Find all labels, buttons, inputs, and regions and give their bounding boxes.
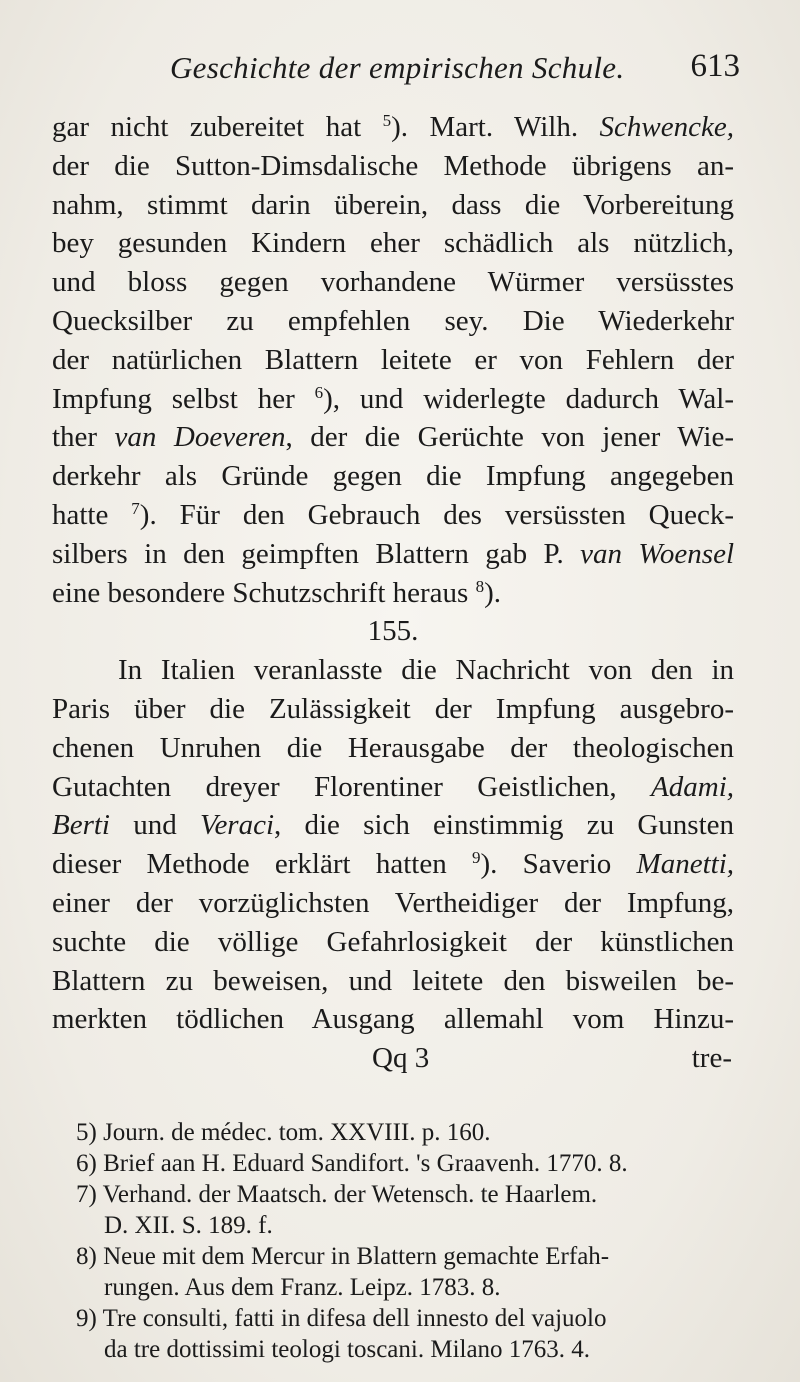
text-line: derkehr als Gründe gegen die Impfung angegeben [52, 460, 734, 493]
text-line: Impfung selbst her $^6$), und widerlegte dadurch Wal- [52, 382, 734, 415]
footnotes [76, 1117, 726, 1365]
text-line: suchte die völlige Gefahrlosigkeit der künstlichen [52, 925, 734, 958]
signature-mark: Qq 3 [372, 1042, 430, 1075]
main-text [52, 108, 734, 1078]
footnote: 6) Brief aan H. Eduard Sandifort. 's Graavenh. 1770. 8. [76, 1150, 628, 1177]
text-line: nahm, stimmt darin überein, dass die Vorbereitung [52, 188, 734, 221]
section-number: 155. [367, 615, 419, 648]
text-line: merkten tödlichen Ausgang allemahl vom Hinzu- [52, 1003, 734, 1036]
text-line: und bloss gegen vorhandene Würmer versüsstes [52, 266, 734, 299]
footnote: 9) Tre consulti, fatti in difesa dell innesto del vajuolo da tre dottissimi teologi toscani. Milano 1763. 4. [76, 1305, 607, 1363]
text-line: Paris über die Zulässigkeit der Impfung ausgebro- [52, 692, 734, 725]
text-line: Berti und Veraci, die sich einstimmig zu Gunsten [52, 809, 735, 842]
text-line: der natürlichen Blattern leitete er von Fehlern der [52, 343, 734, 376]
text-line: bey gesunden Kindern eher schädlich als nützlich, [52, 227, 734, 260]
page-foot-line [52, 1039, 734, 1078]
text-line: eine besondere Schutzschrift heraus $^8$). [52, 576, 501, 609]
text-line: ther van Doeveren, der die Gerüchte von jener Wie- [52, 421, 734, 454]
footnote: 7) Verhand. der Maatsch. der Wetensch. te Haarlem. D. XII. S. 189. f. [76, 1181, 598, 1239]
text-line: der die Sutton-Dimsdalische Methode übrigens an- [52, 149, 734, 182]
text-line: dieser Methode erklärt hatten $^9$). Saverio Manetti, [52, 848, 734, 881]
page-number: 613 [690, 48, 740, 84]
text-line: einer der vorzüglichsten Vertheidiger der Impfung, [52, 886, 734, 919]
text-line: Quecksilber zu empfehlen sey. Die Wiederkehr [52, 304, 734, 337]
text-line: Blattern zu beweisen, und leitete den bisweilen be- [52, 964, 734, 997]
text-line: chenen Unruhen die Herausgabe der theologischen [52, 731, 734, 764]
footnote: 5) Journ. de médec. tom. XXVIII. p. 160. [76, 1119, 491, 1146]
page-header [170, 48, 740, 98]
text-line: silbers in den geimpften Blattern gab P. van Woensel [52, 537, 734, 570]
text-line: In Italien veranlasste die Nachricht von den in [118, 654, 734, 687]
running-title: Geschichte der empirischen Schule. [170, 50, 625, 85]
catchword: tre- [691, 1042, 732, 1075]
footnote: 8) Neue mit dem Mercur in Blattern gemachte Erfah- rungen. Aus dem Franz. Leipz. 1783. 8. [76, 1243, 610, 1301]
text-line: hatte $^7$). Für den Gebrauch des versüssten Queck- [52, 498, 734, 531]
text-line: Gutachten dreyer Florentiner Geistlichen, Adami, [52, 770, 734, 803]
text-line: gar nicht zubereitet hat $^5$). Mart. Wilh. Schwencke, [52, 111, 734, 143]
